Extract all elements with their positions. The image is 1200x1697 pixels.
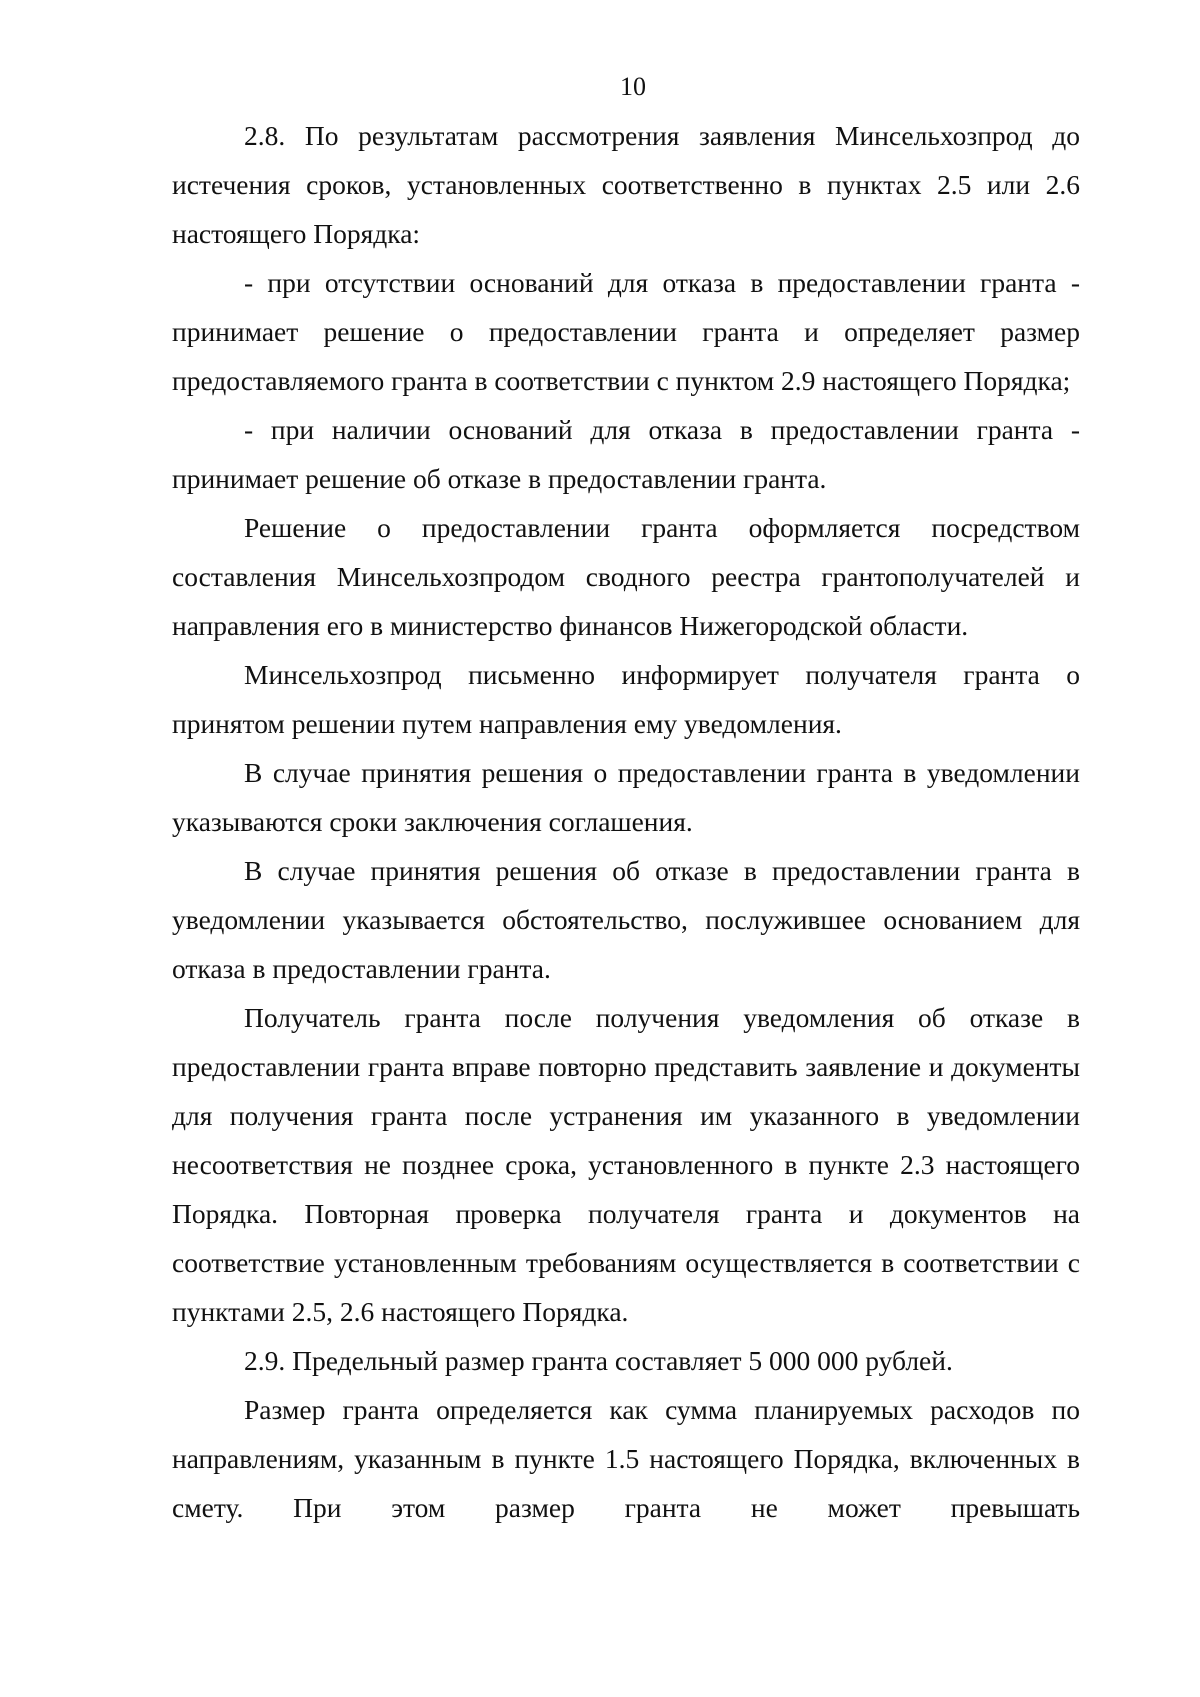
paragraph-no-refusal-grounds: - при отсутствии оснований для отказа в предоставлении гранта - принимает решение о предоставлении гранта и определяет размер предоставляемого гранта в соответствии с пунктом 2.9 настоящего Порядка; [172,267,1080,396]
paragraph-approval-notice: В случае принятия решения о предоставлении гранта в уведомлении указываются сроки заключения соглашения. [172,757,1080,837]
paragraph-notification: Минсельхозпрод письменно информирует получателя гранта о принятом решении путем направления ему уведомления. [172,659,1080,739]
paragraph-2-8: 2.8. По результатам рассмотрения заявления Минсельхозпрод до истечения сроков, установленных соответственно в пунктах 2.5 или 2.6 настоящего Порядка: [172,120,1080,249]
paragraph-refusal-notice: В случае принятия решения об отказе в предоставлении гранта в уведомлении указывается обстоятельство, послужившее основанием для отказа в предоставлении гранта. [172,855,1080,984]
paragraph-refusal-grounds: - при наличии оснований для отказа в предоставлении гранта - принимает решение об отказе в предоставлении гранта. [172,414,1080,494]
paragraph-grant-size: Размер гранта определяется как сумма планируемых расходов по направлениям, указанным в пункте 1.5 настоящего Порядка, включенных в смету. При этом размер гранта не может превышать [172,1394,1080,1523]
page-number: 10 [620,72,646,101]
document-body [172,111,1080,1532]
paragraph-decision-registry: Решение о предоставлении гранта оформляется посредством составления Минсельхозпродом сводного реестра грантополучателей и направления его в министерство финансов Нижегородской области. [172,512,1080,641]
paragraph-2-9-max-grant: 2.9. Предельный размер гранта составляет 5 000 000 рублей. [244,1345,953,1376]
paragraph-resubmission: Получатель гранта после получения уведомления об отказе в предоставлении гранта вправе повторно представить заявление и документы для получения гранта после устранения им указанного в уведомлении несоответствия не позднее срока, установленного в пункте 2.3 настоящего Порядка. Повторная проверка получателя гранта и документов на соответствие установленным требованиям осуществляется в соответствии с пунктами 2.5, 2.6 настоящего Порядка. [172,1002,1080,1327]
